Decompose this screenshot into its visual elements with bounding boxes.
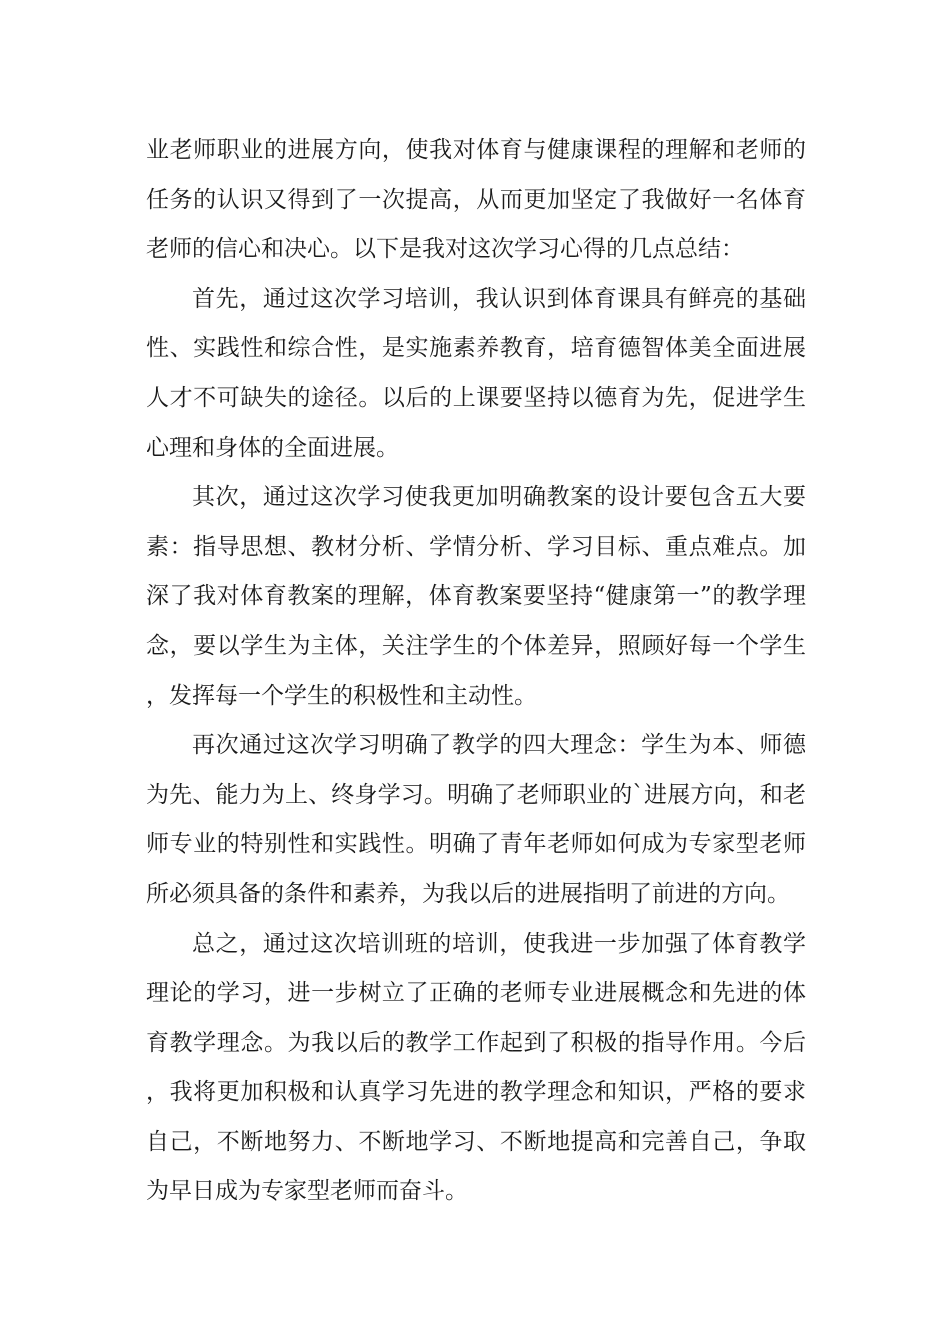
paragraph-1: 业老师职业的进展方向，使我对体育与健康课程的理解和老师的任务的认识又得到了一次提高，从而更加坚定了我做好一名体育老师的信心和决心。以下是我对这次学习心得的几点总结： (146, 137, 806, 263)
paragraph-2: 首先，通过这次学习培训，我认识到体育课具有鲜亮的基础性、实践性和综合性，是实施素养教育，培育德智体美全面进展人才不可缺失的途径。以后的上课要坚持以德育为先，促进学生心理和身体的全面进展。 (146, 285, 806, 461)
paragraph-3: 其次，通过这次学习使我更加明确教案的设计要包含五大要素：指导思想、教材分析、学情分析、学习目标、重点难点。加深了我对体育教案的理解，体育教案要坚持“健康第一”的教学理念，要以学生为主体，关注学生的个体差异，照顾好每一个学生，发挥每一个学生的积极性和主动性。 (146, 484, 806, 709)
paragraph-5: 总之，通过这次培训班的培训，使我进一步加强了体育教学理论的学习，进一步树立了正确的老师专业进展概念和先进的体育教学理念。为我以后的教学工作起到了积极的指导作用。今后，我将更加积极和认真学习先进的教学理念和知识，严格的要求自己，不断地努力、不断地学习、不断地提高和完善自己，争取为早日成为专家型老师而奋斗。 (146, 930, 806, 1205)
paragraph-4: 再次通过这次学习明确了教学的四大理念：学生为本、师德为先、能力为上、终身学习。明确了老师职业的`进展方向，和老师专业的特别性和实践性。明确了青年老师如何成为专家型老师所必须具备的条件和素养，为我以后的进展指明了前进的方向。 (146, 732, 806, 907)
document-body (146, 126, 806, 1217)
